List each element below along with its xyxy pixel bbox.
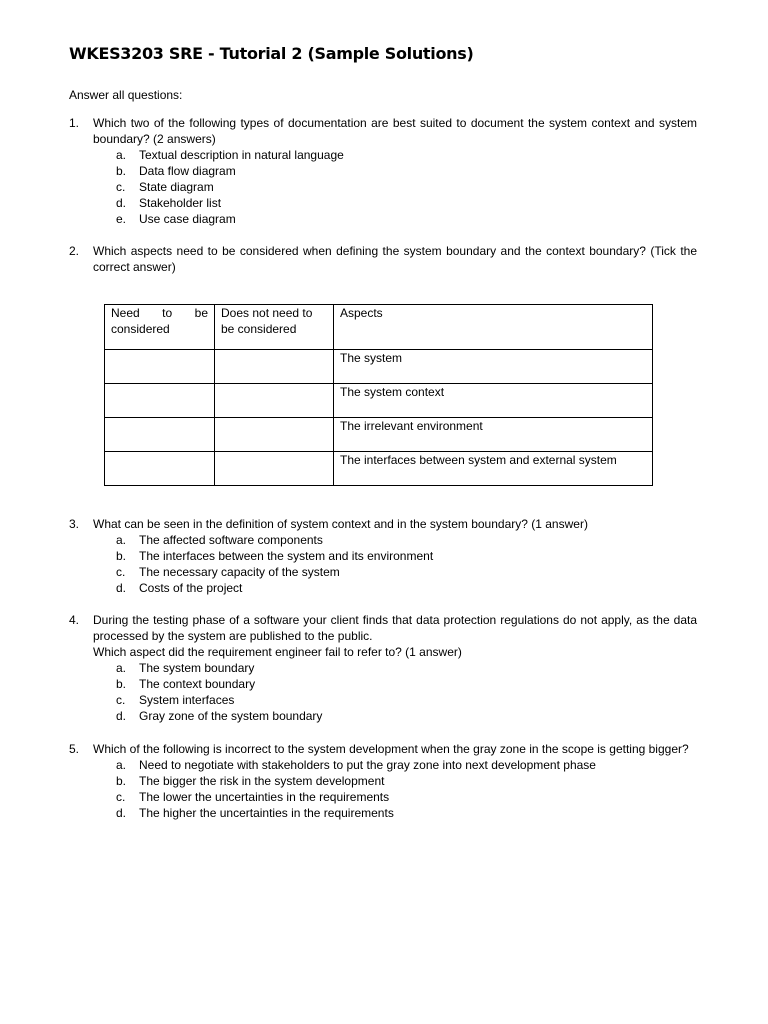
option-letter: d. xyxy=(116,806,127,820)
question-1 xyxy=(69,115,697,227)
option-letter: b. xyxy=(116,774,127,788)
option-text: The system boundary xyxy=(139,661,255,675)
question-3 xyxy=(69,516,697,596)
option-item xyxy=(116,708,697,724)
option-letter: c. xyxy=(116,790,126,804)
option-item xyxy=(116,580,697,596)
option-letter: c. xyxy=(116,565,126,579)
document-title: WKES3203 SRE - Tutorial 2 (Sample Solutions) xyxy=(69,44,474,63)
option-letter: a. xyxy=(116,533,127,547)
tick-cell-need[interactable] xyxy=(105,350,215,384)
aspect-cell: The system context xyxy=(334,384,653,418)
table-header-row xyxy=(105,305,653,350)
option-item xyxy=(116,147,697,163)
option-item xyxy=(116,773,697,789)
option-text: System interfaces xyxy=(139,693,235,707)
aspect-cell: The interfaces between system and external system xyxy=(334,452,653,486)
question-text: Which aspects need to be considered when defining the system boundary and the context boundary? (Tick the correct answer) xyxy=(93,244,697,274)
question-text: During the testing phase of a software your client finds that data protection regulations do not apply, as the data processed by the system are published to the public. xyxy=(93,613,697,643)
aspect-cell: The system xyxy=(334,350,653,384)
question-text: Which of the following is incorrect to the system development when the gray zone in the scope is getting bigger? xyxy=(93,742,689,756)
option-text: State diagram xyxy=(139,180,214,194)
option-text: Need to negotiate with stakeholders to put the gray zone into next development phase xyxy=(139,758,596,772)
question-5 xyxy=(69,741,697,821)
table-row xyxy=(105,418,653,452)
option-list xyxy=(69,660,697,724)
question-2 xyxy=(69,243,697,275)
option-text: The necessary capacity of the system xyxy=(139,565,340,579)
option-item xyxy=(116,564,697,580)
option-letter: b. xyxy=(116,164,127,178)
option-letter: c. xyxy=(116,693,126,707)
option-letter: a. xyxy=(116,758,127,772)
option-text: Costs of the project xyxy=(139,581,243,595)
option-text: Stakeholder list xyxy=(139,196,222,210)
option-item xyxy=(116,179,697,195)
option-item xyxy=(116,676,697,692)
option-letter: a. xyxy=(116,148,127,162)
tick-cell-not-need[interactable] xyxy=(215,418,334,452)
aspects-table xyxy=(104,304,653,486)
option-list xyxy=(69,757,697,821)
question-number: 2. xyxy=(69,244,80,258)
question-text: Which two of the following types of documentation are best suited to document the system context and system boundary? (2 answers) xyxy=(93,116,697,146)
question-number: 5. xyxy=(69,742,80,756)
option-letter: c. xyxy=(116,180,126,194)
question-number: 1. xyxy=(69,116,80,130)
option-item xyxy=(116,805,697,821)
option-letter: a. xyxy=(116,661,127,675)
table-row xyxy=(105,452,653,486)
option-text: Gray zone of the system boundary xyxy=(139,709,323,723)
option-text: Data flow diagram xyxy=(139,164,236,178)
option-letter: d. xyxy=(116,709,127,723)
question-text: What can be seen in the definition of system context and in the system boundary? (1 answer) xyxy=(93,517,588,531)
option-letter: d. xyxy=(116,196,127,210)
option-item xyxy=(116,211,697,227)
option-list xyxy=(69,532,697,596)
header-does-not-need: Does not need to be considered xyxy=(215,305,334,350)
tick-cell-not-need[interactable] xyxy=(215,350,334,384)
option-letter: b. xyxy=(116,549,127,563)
option-letter: d. xyxy=(116,581,127,595)
tick-cell-not-need[interactable] xyxy=(215,452,334,486)
intro-text: Answer all questions: xyxy=(69,88,183,102)
header-aspects: Aspects xyxy=(334,305,653,350)
option-text: The context boundary xyxy=(139,677,256,691)
tick-cell-need[interactable] xyxy=(105,384,215,418)
option-letter: b. xyxy=(116,677,127,691)
option-text: The lower the uncertainties in the requirements xyxy=(139,790,390,804)
option-text: Textual description in natural language xyxy=(139,148,344,162)
option-text: The bigger the risk in the system development xyxy=(139,774,385,788)
option-text: The interfaces between the system and its environment xyxy=(139,549,434,563)
question-number: 4. xyxy=(69,613,80,627)
option-text: The affected software components xyxy=(139,533,323,547)
option-text: The higher the uncertainties in the requirements xyxy=(139,806,394,820)
option-item xyxy=(116,660,697,676)
tick-cell-need[interactable] xyxy=(105,452,215,486)
header-need-to-be-considered: Need to be considered xyxy=(105,305,215,350)
tick-cell-need[interactable] xyxy=(105,418,215,452)
tick-cell-not-need[interactable] xyxy=(215,384,334,418)
option-item xyxy=(116,548,697,564)
option-item xyxy=(116,757,697,773)
option-item xyxy=(116,163,697,179)
question-number: 3. xyxy=(69,517,80,531)
table-row xyxy=(105,350,653,384)
question-4 xyxy=(69,612,697,724)
aspect-cell: The irrelevant environment xyxy=(334,418,653,452)
option-text: Use case diagram xyxy=(139,212,236,226)
option-list xyxy=(69,147,697,227)
question-text-followup: Which aspect did the requirement engineer fail to refer to? (1 answer) xyxy=(93,645,462,659)
option-item xyxy=(116,195,697,211)
option-item xyxy=(116,789,697,805)
option-item xyxy=(116,692,697,708)
option-letter: e. xyxy=(116,212,127,226)
option-item xyxy=(116,532,697,548)
table-row xyxy=(105,384,653,418)
